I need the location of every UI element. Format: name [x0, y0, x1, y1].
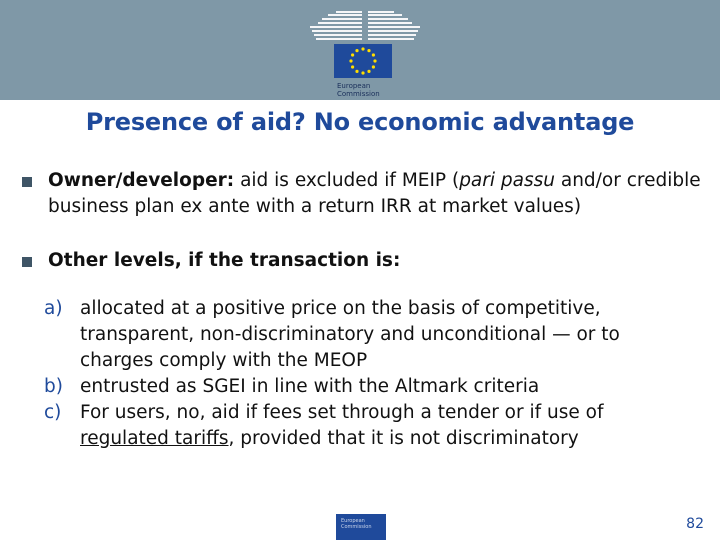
logo-line-2: Commission [337, 90, 380, 98]
list-label: c) [44, 402, 62, 423]
list-text-underlined: regulated tariffs [80, 428, 229, 449]
page-number: 82 [686, 516, 704, 532]
bullet-text [48, 248, 702, 274]
eu-flag-icon [334, 44, 392, 78]
list-label: a) [44, 298, 63, 319]
bullet-square-icon [22, 177, 32, 187]
slide-title: Presence of aid? No economic advantage [85, 108, 635, 136]
logo-text [337, 82, 380, 98]
footer-logo-text: European Commission [341, 518, 372, 530]
list-item [44, 374, 684, 400]
sub-list [44, 296, 684, 452]
list-text: For users, no, aid if fees set through a tender or if use of [80, 402, 604, 423]
building-icon [306, 10, 424, 44]
bullet-strong: Owner/developer: [48, 170, 235, 191]
bullet-square-icon [22, 257, 32, 267]
list-text: entrusted as SGEI in line with the Altmark criteria [80, 376, 540, 397]
list-label: b) [44, 376, 63, 397]
bullet-text-part: aid is excluded if MEIP ( [234, 170, 460, 191]
bullet-owner-developer [22, 168, 702, 220]
footer-logo [336, 514, 386, 540]
list-text: , provided that it is not discriminatory [228, 428, 579, 449]
bullet-text-part: and/or credible business plan ex ante with a return IRR at market values) [48, 170, 701, 217]
bullet-text [48, 168, 702, 220]
bullet-other-levels [22, 248, 702, 274]
logo-line-1: European [337, 82, 371, 90]
bullet-italic: pari passu [459, 170, 555, 191]
bullet-strong: Other levels, if the transaction is: [48, 250, 401, 271]
list-item [44, 296, 684, 374]
list-text: allocated at a positive price on the basis of competitive, transparent, non-discriminatory and unconditional — or to charges comply with the MEOP [80, 298, 620, 371]
list-item [44, 400, 684, 452]
european-commission-logo [306, 10, 424, 96]
